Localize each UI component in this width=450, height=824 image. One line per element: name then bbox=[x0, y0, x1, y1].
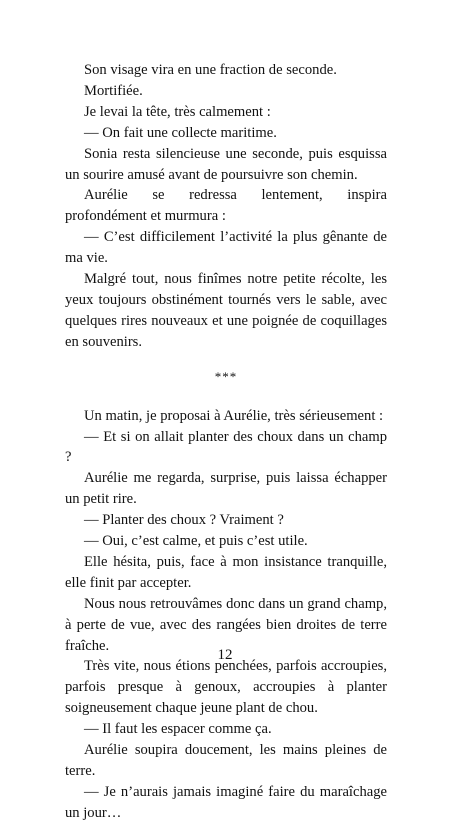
paragraph: Je levai la tête, très calmement : bbox=[84, 103, 271, 120]
paragraph: Un matin, je proposai à Aurélie, très sérieusement : bbox=[84, 407, 384, 424]
section-separator: *** bbox=[214, 368, 238, 384]
dialogue-line: — Il faut les espacer comme ça. bbox=[84, 721, 272, 738]
paragraph: Très vite, nous étions penchées, parfois accroupies, parfois presque à genoux, accroupies à planter soigneusement chaque jeune plant de chou. bbox=[65, 658, 387, 717]
paragraph: Aurélie me regarda, surprise, puis laissa échapper un petit rire. bbox=[65, 470, 387, 508]
page-number: 12 bbox=[217, 647, 233, 663]
dialogue-line: — Et si on allait planter des choux dans un champ ? bbox=[65, 428, 387, 466]
paragraph: Elle hésita, puis, face à mon insistance tranquille, elle finit par accepter. bbox=[65, 553, 387, 591]
paragraph: Aurélie soupira doucement, les mains pleines de terre. bbox=[65, 742, 387, 779]
paragraph: Nous nous retrouvâmes donc dans un grand champ, à perte de vue, avec des rangées bien droites de terre fraîche. bbox=[65, 595, 387, 654]
paragraph: Aurélie se redressa lentement, inspira profondément et murmura : bbox=[65, 187, 387, 225]
dialogue-line: — On fait une collecte maritime. bbox=[84, 124, 277, 141]
dialogue-line: — Planter des choux ? Vraiment ? bbox=[84, 512, 284, 529]
page-body bbox=[65, 60, 387, 824]
dialogue-line: — Je n’aurais jamais imaginé faire du maraîchage un jour… bbox=[65, 783, 387, 821]
section-beach bbox=[65, 60, 387, 353]
paragraph: Son visage vira en une fraction de seconde. bbox=[84, 62, 337, 78]
paragraph: Mortifiée. bbox=[84, 82, 143, 99]
dialogue-line: — C’est difficilement l’activité la plus gênante de ma vie. bbox=[65, 229, 387, 267]
paragraph: Sonia resta silencieuse une seconde, puis esquissa un sourire amusé avant de poursuivre son chemin. bbox=[65, 145, 387, 183]
dialogue-line: — Oui, c’est calme, et puis c’est utile. bbox=[84, 533, 308, 550]
section-cabbages bbox=[65, 406, 387, 824]
paragraph: Malgré tout, nous finîmes notre petite récolte, les yeux toujours obstinément tournés vers le sable, avec quelques rires nouveaux et une poignée de coquillages en souvenirs. bbox=[65, 271, 387, 350]
